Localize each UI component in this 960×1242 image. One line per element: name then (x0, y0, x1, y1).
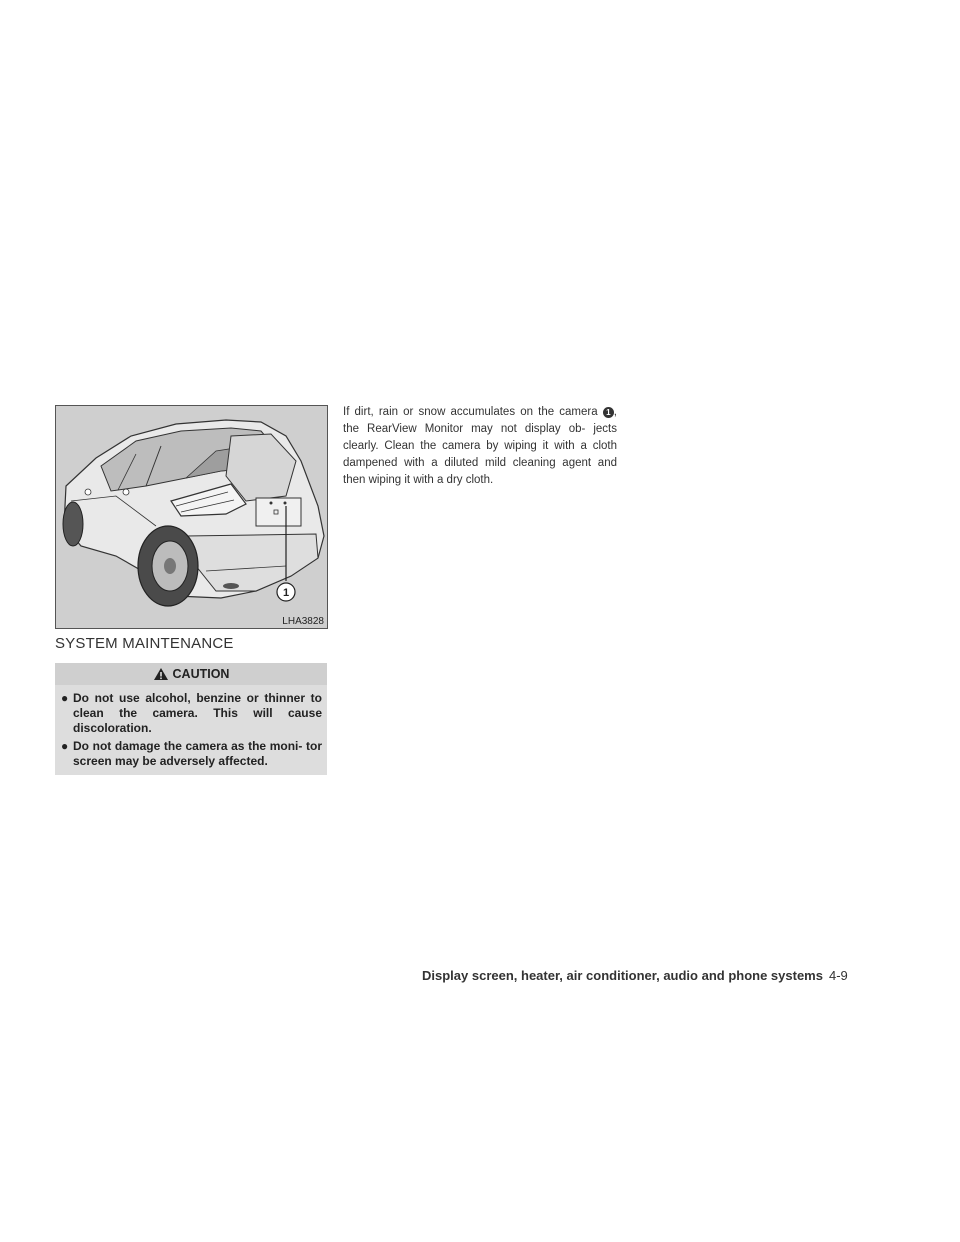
caution-heading: CAUTION (172, 667, 230, 681)
section-title: SYSTEM MAINTENANCE (55, 635, 234, 652)
chapter-title: Display screen, heater, air conditioner, audio and phone systems (422, 968, 823, 983)
caution-item-text: Do not damage the camera as the moni- tor screen may be adversely affected. (73, 739, 322, 768)
figure-code: LHA3828 (282, 616, 324, 627)
maintenance-paragraph (343, 404, 617, 489)
page-number: 4-9 (828, 968, 848, 983)
caution-item (61, 739, 322, 769)
vehicle-rear-illustration (55, 405, 328, 629)
vehicle-drawing (56, 406, 327, 628)
warning-icon (153, 667, 169, 681)
bullet-icon: ● (61, 691, 69, 705)
bullet-icon: ● (61, 739, 69, 753)
page-footer (422, 968, 902, 983)
caution-item (61, 691, 322, 736)
caution-box (55, 663, 327, 775)
caution-header (55, 663, 327, 685)
paragraph-text-start: If dirt, rain or snow accumulates on the camera (343, 406, 598, 418)
caution-item-text: Do not use alcohol, benzine or thinner to clean the camera. This will cause discoloration. (73, 691, 322, 735)
paragraph-text-end: , the RearView Monitor may not display ob- jects clearly. Clean the camera by wiping it with a cloth dampened with a diluted mild cleaning agent and then wiping it with a dry cloth. (343, 406, 617, 486)
callout-label: 1 (282, 587, 290, 599)
callout-marker-icon: 1 (603, 407, 614, 418)
